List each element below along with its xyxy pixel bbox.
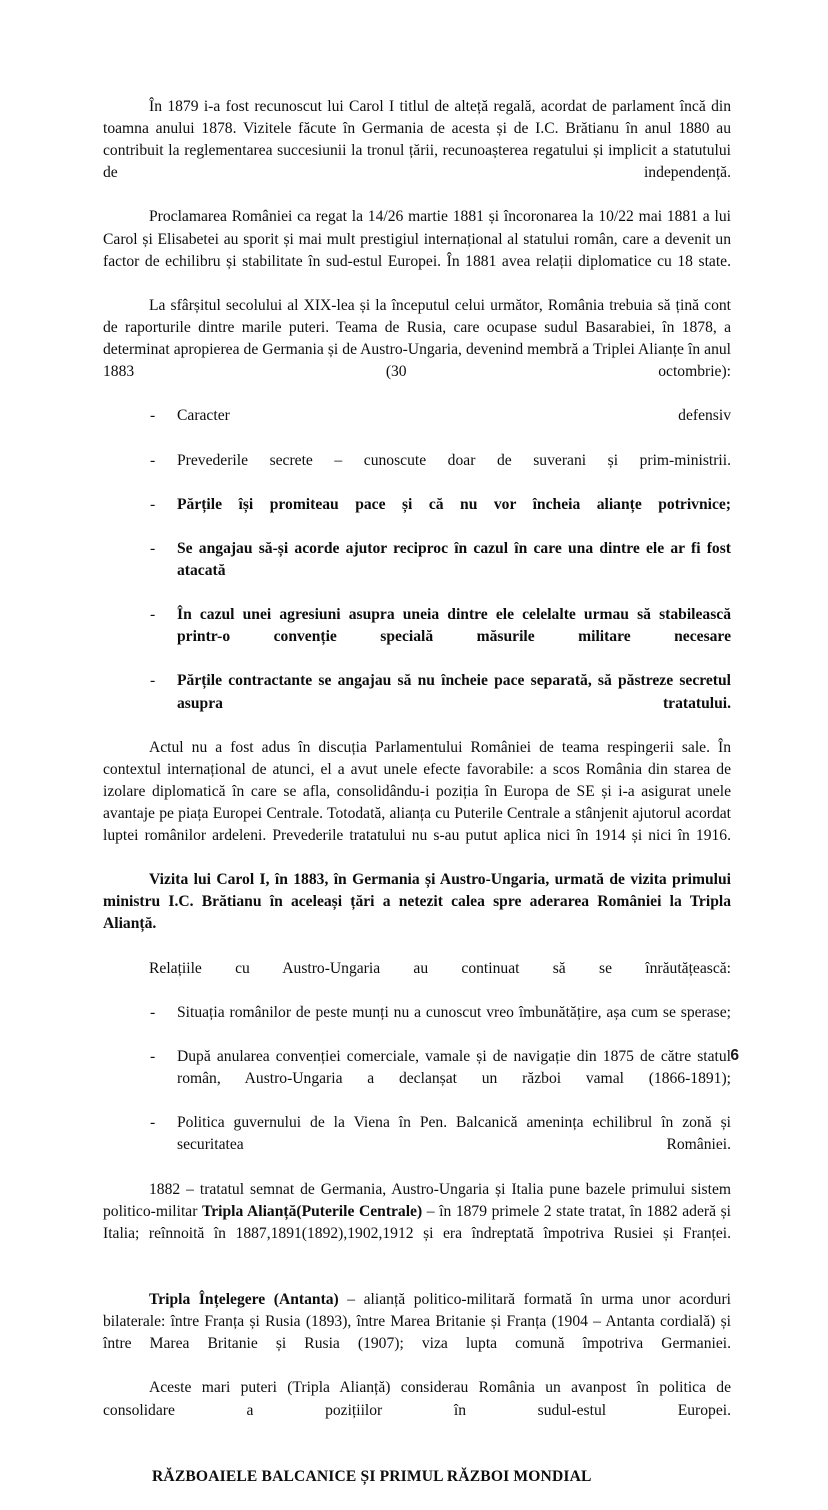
paragraph-gap <box>103 1267 731 1289</box>
list-item <box>103 604 731 670</box>
list-item <box>103 1046 731 1112</box>
list-item <box>103 405 731 449</box>
list-item-text: Politica guvernului de la Viena în Pen. Balcanică amenința echilibrul în zonă și securitatea României. <box>177 1114 731 1154</box>
list-item-text: Caracter defensiv <box>177 407 731 425</box>
page-number: 6 <box>730 1047 739 1064</box>
list-item <box>103 494 731 538</box>
list-item-text: Prevederile secrete – cunoscute doar de suverani și prim-ministrii. <box>177 451 731 469</box>
dash-marker: - <box>150 451 156 469</box>
list-item <box>103 1002 731 1046</box>
list-item-text: Părțile contractante se angajau să nu încheie pace separată, să păstreze secretul asupra tratatului. <box>177 672 731 712</box>
dash-marker: - <box>150 495 156 513</box>
list-item <box>103 538 731 604</box>
paragraph-4: Actul nu a fost adus în discuția Parlamentului României de teama respingerii sale. În contextul internațional de atunci, el a avut unele efecte favorabile: a scos România din starea de izolare diplomatică în care se afla, consolidându-i poziția în Europa de SE și i-a asigurat unele avantaje pe piața Europei Centrale. Totodată, alianța cu Puterile Centrale a stânjenit ajutorul acordat luptei românilor ardeleni. Prevederile tratatului nu s-au putut aplica nici în 1914 și nici în 1916. <box>103 738 731 845</box>
heading-gap <box>103 1444 731 1466</box>
triple-alliance-clause-list <box>103 405 731 736</box>
list-item-text: În cazul unei agresiuni asupra uneia dintre ele celelalte urmau să stabilească printr-o convenție specială măsurile militare necesare <box>177 606 731 646</box>
dash-marker: - <box>150 1114 156 1132</box>
dash-marker: - <box>150 672 156 690</box>
dash-marker: - <box>150 606 156 624</box>
list-item <box>103 670 731 736</box>
paragraph-8 <box>103 1289 731 1377</box>
list-item <box>103 450 731 494</box>
list-item <box>103 1112 731 1178</box>
paragraph-8-tail: – alianță politico-militară formată în urma unor acorduri bilaterale: între Franța și Rusia (1893), între Marea Britanie și Franța (1904 – Antanta cordială) și între Marea Britanie și Rusia (1907); viza lupta comună împotriva Germaniei. <box>103 1291 731 1353</box>
dash-marker: - <box>150 539 156 557</box>
dash-marker: - <box>150 1003 156 1021</box>
austro-hungary-relations-list <box>103 1002 731 1179</box>
list-item-text: Situația românilor de peste munți nu a cunoscut vreo îmbunătățire, așa cum se sperase; <box>177 1003 731 1021</box>
paragraph-1: În 1879 i-a fost recunoscut lui Carol I titlul de alteță regală, acordat de parlament încă din toamna anului 1878. Vizitele făcute în Germania de acesta și de I.C. Brătianu în anul 1880 au contribuit la reglementarea succesiunii la tronul țării, recunoașterea regatului și implicit a statutului de independență. <box>103 98 731 182</box>
section-heading: RĂZBOAIELE BALCANICE ȘI PRIMUL RĂZBOI MONDIAL <box>152 1467 592 1485</box>
paragraph-2: Proclamarea României ca regat la 14/26 martie 1881 și încoronarea la 10/22 mai 1881 a lui Carol și Elisabetei au sporit și mai mult prestigiul internațional al statului român, care a devenit un factor de echilibru și stabilitate în sud-estul Europei. În 1881 avea relații diplomatice cu 18 state. <box>103 208 731 270</box>
paragraph-7-lead: 1882 – tratatul semnat de Germania, Austro-Ungaria și Italia pune bazele primului sistem politico-militar <box>103 1180 731 1220</box>
paragraph-3: La sfârșitul secolului al XIX-lea și la începutul celui următor, România trebuia să țină cont de raporturile dintre marile puteri. Teama de Rusia, care ocupase sudul Basarabiei, în 1878, a determinat apropierea de Germania și de Austro-Ungaria, devenind membră a Triplei Alianțe în anul 1883 (30 octombrie): <box>103 296 731 381</box>
document-body <box>103 96 731 1510</box>
paragraph-9: Aceste mari puteri (Tripla Alianță) considerau România un avanpost în politica de consolidare a pozițiilor în sudul-estul Europei. <box>103 1379 731 1419</box>
list-item-text: Părțile își promiteau pace și că nu vor încheia alianțe potrivnice; <box>177 495 731 513</box>
paragraph-5-bold: Vizita lui Carol I, în 1883, în Germania și Austro-Ungaria, urmată de vizita primului ministru I.C. Brătianu în aceleași țări a netezit calea spre aderarea României la Tripla Alianță. <box>103 871 731 933</box>
list-item-text: Se angajau să-și acorde ajutor reciproc în cazul în care una dintre ele ar fi fost atacată <box>177 539 731 579</box>
dash-marker: - <box>150 1048 156 1066</box>
paragraph-6: Relațiile cu Austro-Ungaria au continuat să se înrăutățească: <box>149 959 731 977</box>
dash-marker: - <box>150 407 156 425</box>
triple-entente-term: Tripla Înțelegere (Antanta) <box>149 1291 339 1309</box>
paragraph-7-tail: – în 1879 primele 2 state tratat, în 1882 aderă și Italia; reînnoită în 1887,1891(1892),1902,1912 și era îndreptată împotriva Rusiei și Franței. <box>103 1202 731 1242</box>
list-item-text: După anularea convenției comerciale, vamale și de navigație din 1875 de către statul român, Austro-Ungaria a declanșat un război vamal (1866-1891); <box>177 1048 731 1088</box>
triple-alliance-term: Tripla Alianță(Puterile Centrale) <box>201 1202 423 1220</box>
paragraph-7 <box>103 1179 731 1267</box>
